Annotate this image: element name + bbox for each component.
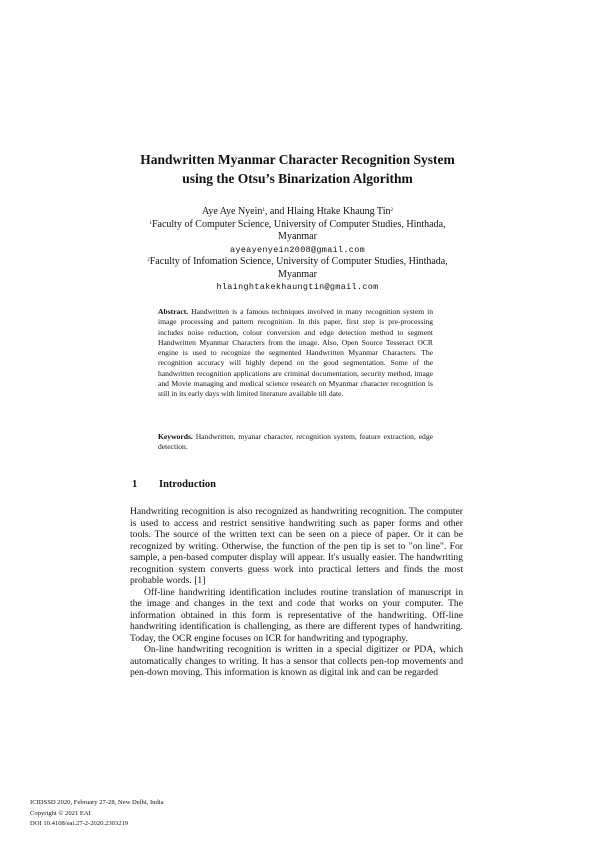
author-2-email[interactable]: hlainghtakekhaungtin@gmail.com bbox=[216, 282, 379, 292]
section-heading bbox=[132, 479, 216, 490]
affiliation-1-line-1: Faculty of Computer Science, University of Computer Studies, Hinthada, bbox=[151, 218, 446, 230]
body-paragraph-1: Handwriting recognition is also recognized as handwriting recognition. The computer is used to access and restrict sensitive handwriting such as paper forms and other tools. The source of the written text can be seen on a piece of paper. Or it can be recognized by writing. Otherwise, the function of the pen tip is set to "on line". For sample, a pen-based computer display will appear. It's usually easier. The handwriting recognition system converts guess work into practical letters and finds the most probable words. [1] bbox=[130, 506, 463, 586]
section-title: Introduction bbox=[159, 479, 216, 490]
affiliation-1 bbox=[60, 219, 535, 232]
author-2-name: Hlaing Htake Khaung Tin bbox=[286, 206, 391, 217]
affiliation-1-line-2: Myanmar bbox=[278, 231, 317, 242]
title-line-2: using the Otsu’s Binarization Algorithm bbox=[182, 171, 413, 186]
affiliation-2-line-1: Faculty of Infomation Science, University of Computer Studies, Hinthada, bbox=[149, 256, 448, 267]
title-line-1: Handwritten Myanmar Character Recognition System bbox=[140, 152, 455, 167]
author-separator: , and bbox=[264, 206, 287, 217]
section-body bbox=[130, 506, 463, 679]
affiliation-2 bbox=[60, 256, 535, 269]
section-number: 1 bbox=[132, 479, 138, 490]
author-1-name: Aye Aye Nyein bbox=[202, 206, 263, 217]
keywords-label: Keywords. bbox=[158, 432, 193, 441]
affiliation-1-mark: 1 bbox=[149, 220, 152, 226]
keywords-text: Handwritten, myanar character, recognition system, feature extraction, edge detection. bbox=[158, 432, 433, 452]
author-2-mark: 2 bbox=[390, 208, 393, 213]
footer-doi: DOI 10.4108/eai.27-2-2020.2303219 bbox=[30, 820, 129, 827]
footer-copyright: Copyright © 2021 EAI bbox=[30, 809, 91, 817]
body-paragraph-3: On-line handwriting recognition is written in a special digitizer or PDA, which automatically changes to writing. It has a sensor that collects pen-top movements and pen-down moving. This information is known as digital ink and can be regarded bbox=[130, 644, 463, 678]
author-1-mark: 1 bbox=[262, 208, 265, 213]
abstract bbox=[158, 307, 433, 400]
page-footer bbox=[30, 798, 164, 830]
footer-conference: ICIDSSD 2020, February 27-28, New Delhi, India bbox=[30, 799, 164, 806]
body-paragraph-2: Off-line handwriting identification includes routine translation of manuscript in the image and changes in the text and code that works on your computer. The information obtained in this form is representative of the handwriting. Off-line handwriting identification is challenging, as there are different types of handwriting. Today, the OCR engine focuses on ICR for handwriting and typography. bbox=[130, 586, 463, 644]
abstract-text: Handwritten is a famous techniques involved in many recognition system in image processing and pattern recognition. In this paper, first step is pre-processing includes noise reduction, colour conversion and edge detection method to segment Handwritten Myanmar Characters from the image. Also, Open Source Tesseract OCR engine is used to recognize the segmented Handwritten Myanmar Characters. The recognition accuracy will highly depend on the good segmentation. Some of the handwritten recognition applications are criminal documentation, security method, image and Movie managing and medical science research on Myanmar character recognition is still in its early days with limited literature available till date. bbox=[158, 307, 433, 399]
abstract-label: Abstract. bbox=[158, 307, 189, 316]
affiliation-2-line-2: Myanmar bbox=[278, 268, 317, 280]
keywords bbox=[158, 432, 433, 453]
affiliation-2-mark: 2 bbox=[147, 258, 150, 263]
author-line bbox=[60, 206, 535, 219]
author-block bbox=[60, 206, 535, 294]
paper-title bbox=[60, 150, 535, 188]
author-1-email[interactable]: ayeayenyein2008@gmail.com bbox=[229, 244, 366, 255]
